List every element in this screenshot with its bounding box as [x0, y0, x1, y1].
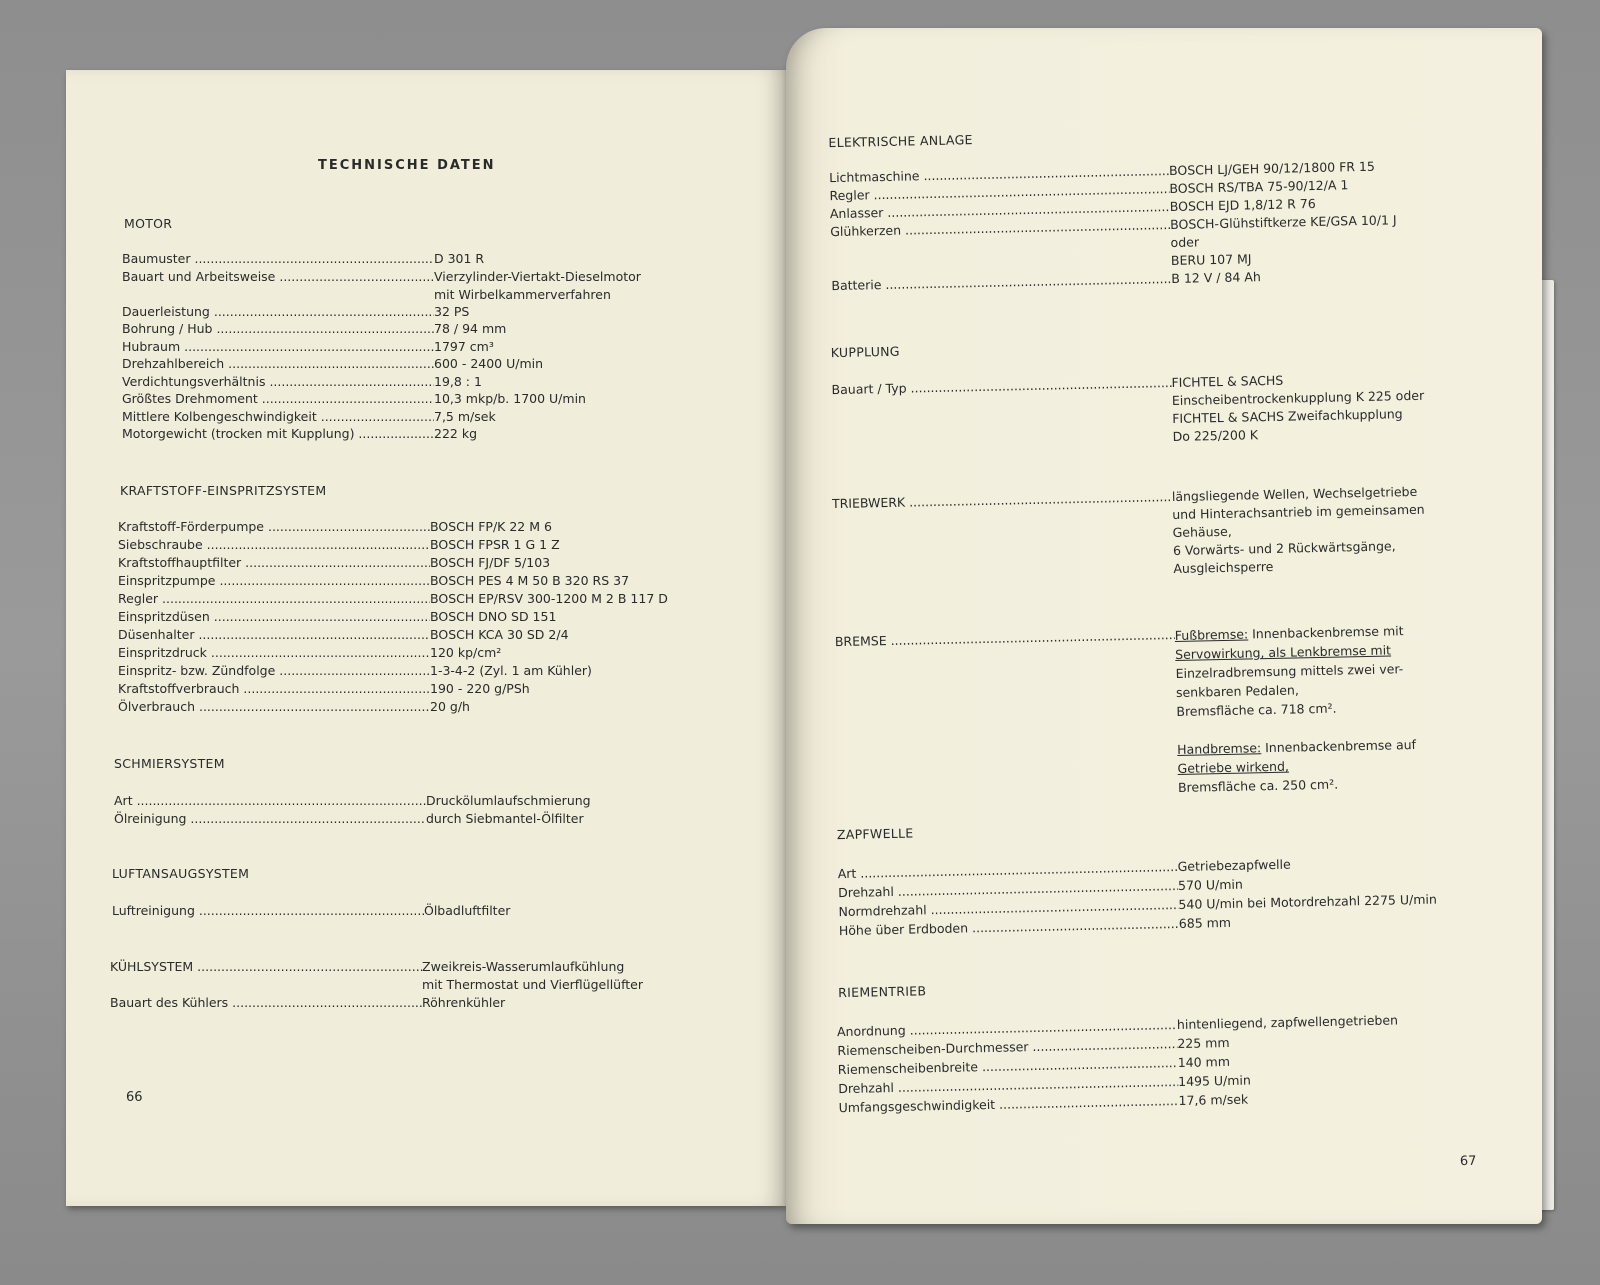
fussbremse-line: Einzelradbremsung mittels zwei ver- [1175, 661, 1404, 681]
handbremse-text: Innenbackenbremse auf [1261, 736, 1417, 756]
elektrik-label: Lichtmaschine ..... [829, 162, 1169, 187]
triebwerk-value-line: Ausgleichsperre [1173, 558, 1274, 577]
kraftstoff-value-line: BOSCH FJ/DF 5/103 [430, 555, 551, 570]
riemen-label: Riemenscheiben-Durchmesser ..... [837, 1035, 1177, 1060]
motor-value-line: 1797 cm³ [434, 338, 494, 354]
zapfwelle-value-line: Getriebezapfwelle [1177, 856, 1291, 874]
motor-row [122, 320, 506, 338]
zapfwelle-value-line: 685 mm [1178, 914, 1232, 931]
kuehl-value-line: mit Thermostat und Vierflügellüfter [422, 977, 643, 992]
kraftstoff-value [430, 554, 550, 572]
riemen-label: Drehzahl ..... [838, 1073, 1178, 1098]
motor-row [122, 425, 477, 443]
riemen-value [1177, 1011, 1398, 1034]
kraftstoff-label: Einspritzdruck ..... [118, 644, 430, 662]
kraftstoff-label: Einspritz- bzw. Zündfolge ..... [118, 662, 430, 680]
kupplung-row [831, 369, 1425, 453]
luft-label: Luftreinigung ..... [112, 902, 424, 920]
riemen-value [1178, 1053, 1231, 1072]
page-number-right: 67 [1459, 1153, 1477, 1170]
motor-row [122, 373, 482, 391]
kupplung-label: Bauart / Typ ..... [831, 374, 1172, 453]
motor-value [434, 355, 543, 373]
motor-value [434, 250, 484, 268]
motor-value [434, 408, 496, 426]
motor-label: Motorgewicht (trocken mit Kupplung) ..... [122, 425, 434, 443]
elektrik-value-line: BOSCH EJD 1,8/12 R 76 [1169, 195, 1316, 214]
section-heading-riemen: RIEMENTRIEB [838, 983, 927, 1001]
fussbremse-line: senkbaren Pedalen, [1175, 682, 1299, 700]
riemen-value-line: 1495 U/min [1177, 1072, 1252, 1090]
kraftstoff-value [430, 662, 592, 680]
elektrik-value-line: BOSCH RS/TBA 75-90/12/A 1 [1169, 177, 1349, 197]
luft-value [424, 902, 510, 920]
kraftstoff-row [118, 590, 668, 608]
schmier-value-line: Druckölumlaufschmierung [426, 793, 591, 808]
motor-label: Bohrung / Hub ..... [122, 320, 434, 338]
schmier-label: Ölreinigung ..... [114, 810, 426, 828]
kuehl-value [422, 958, 643, 994]
triebwerk-value-line: und Hinterachsantrieb im gemeinsamen [1172, 501, 1425, 523]
motor-value-line: 19,8 : 1 [434, 373, 482, 389]
section-heading-motor: MOTOR [124, 216, 173, 231]
motor-value-line: 32 PS [434, 303, 470, 319]
kraftstoff-row [118, 644, 501, 662]
left-page-content [66, 70, 786, 1206]
page-number-left: 66 [126, 1090, 143, 1105]
triebwerk-value-line: 6 Vorwärts- und 2 Rückwärtsgänge, [1172, 538, 1396, 559]
kupplung-value-line: Do 225/200 K [1172, 427, 1259, 444]
motor-value-line: D 301 R [434, 251, 485, 266]
riemen-value-line: 17,6 m/sek [1178, 1091, 1249, 1109]
motor-label: Hubraum ..... [122, 338, 434, 356]
kraftstoff-value-line: 190 - 220 g/PSh [430, 681, 530, 696]
zapfwelle-value-line: 540 U/min bei Motordrehzahl 2275 U/min [1178, 891, 1437, 912]
motor-value [434, 338, 494, 356]
motor-label: Mittlere Kolbengeschwindigkeit ..... [122, 408, 434, 426]
luft-value-line: Ölbadluftfilter [424, 903, 511, 918]
kuehl-value-line: Zweikreis-Wasserumlaufkühlung [422, 959, 625, 974]
kraftstoff-value [430, 680, 530, 698]
kraftstoff-row [118, 554, 550, 572]
riemen-label: Anordnung ..... [837, 1016, 1177, 1041]
triebwerk-value-line: Gehäuse, [1172, 523, 1232, 541]
motor-value [434, 303, 469, 321]
motor-row [122, 408, 496, 426]
elektrik-value [1171, 268, 1261, 288]
handbremse-label: Handbremse: [1177, 740, 1262, 757]
kraftstoff-value-line: 120 kp/cm² [430, 645, 502, 660]
motor-label: Dauerleistung ..... [122, 303, 434, 321]
motor-value [434, 390, 586, 408]
zapfwelle-value [1178, 876, 1243, 895]
kraftstoff-label: Einspritzpumpe ..... [118, 572, 430, 590]
riemen-value [1177, 1034, 1230, 1053]
elektrik-label: Regler ..... [829, 180, 1169, 205]
kraftstoff-value [430, 536, 560, 554]
kraftstoff-label: Siebschraube ..... [118, 536, 430, 554]
handbremse-line: Bremsfläche ca. 250 cm². [1177, 776, 1339, 795]
motor-row [122, 250, 484, 268]
elektrik-value-line: BOSCH-Glühstiftkerze KE/GSA 10/1 J [1170, 212, 1397, 232]
kraftstoff-value-line: BOSCH DNO SD 151 [430, 609, 557, 624]
motor-label: Bauart und Arbeitsweise ..... [122, 268, 434, 304]
schmier-row [114, 810, 584, 828]
kupplung-value [1171, 369, 1425, 446]
motor-row [122, 355, 543, 373]
motor-value [434, 268, 641, 304]
kraftstoff-value [430, 590, 668, 608]
kraftstoff-row [118, 662, 592, 680]
motor-label: Baumuster ..... [122, 250, 434, 268]
section-heading-kupplung: KUPPLUNG [830, 343, 900, 361]
motor-value-line: 7,5 m/sek [434, 408, 496, 424]
kraftstoff-label: Kraftstoffhauptfilter ..... [118, 554, 430, 572]
page-title: TECHNISCHE DATEN [318, 158, 496, 173]
riemen-label: Umfangsgeschwindigkeit ..... [838, 1092, 1178, 1117]
motor-value-line: Vierzylinder-Viertakt-Dieselmotor [434, 268, 641, 284]
kupplung-value-line: FICHTEL & SACHS Zweifachkupplung [1172, 406, 1403, 426]
fussbremse-line: Bremsfläche ca. 718 cm². [1176, 700, 1337, 719]
elektrik-row [830, 211, 1397, 277]
zapfwelle-value [1179, 914, 1232, 933]
riemen-value-line: 225 mm [1177, 1034, 1230, 1052]
kupplung-value-line: FICHTEL & SACHS [1171, 372, 1284, 391]
riemen-value-line: 140 mm [1177, 1053, 1231, 1071]
kraftstoff-value-line: BOSCH FPSR 1 G 1 Z [430, 537, 560, 552]
section-heading-elektrik: ELEKTRISCHE ANLAGE [828, 132, 973, 151]
kuehl-value-line: Röhrenkühler [422, 995, 506, 1010]
kraftstoff-value [430, 572, 629, 590]
zapfwelle-value [1177, 856, 1290, 876]
kuehl-row [110, 994, 505, 1012]
kuehl-value [422, 994, 505, 1012]
motor-label: Größtes Drehmoment ..... [122, 390, 434, 408]
elektrik-value [1170, 211, 1398, 270]
kraftstoff-label: Kraftstoffverbrauch ..... [118, 680, 430, 698]
kraftstoff-row [118, 608, 556, 626]
riemen-label: Riemenscheibenbreite ..... [838, 1054, 1178, 1079]
motor-value-line: 78 / 94 mm [434, 321, 507, 336]
kraftstoff-value [430, 626, 569, 644]
bremse-row [835, 621, 1417, 804]
kraftstoff-label: Ölverbrauch ..... [118, 698, 430, 716]
kraftstoff-value-line: 1-3-4-2 (Zyl. 1 am Kühler) [430, 663, 592, 678]
fussbremse-text: Innenbackenbremse mit [1248, 623, 1404, 642]
elektrik-label: Glühkerzen ..... [830, 216, 1171, 277]
zapfwelle-label: Höhe über Erdboden ..... [839, 915, 1179, 940]
elektrik-value-line: BOSCH LJ/GEH 90/12/1800 FR 15 [1168, 158, 1376, 179]
kraftstoff-value-line: BOSCH EP/RSV 300-1200 M 2 B 117 D [430, 591, 668, 606]
triebwerk-row [832, 483, 1426, 585]
zapfwelle-label: Normdrehzahl ..... [838, 896, 1178, 921]
section-heading-zapfwelle: ZAPFWELLE [836, 825, 914, 843]
motor-label: Verdichtungsverhältnis ..... [122, 373, 434, 391]
section-heading-kraftstoff: KRAFTSTOFF-EINSPRITZSYSTEM [120, 483, 327, 498]
kraftstoff-value [430, 644, 501, 662]
fussbremse-label: Fußbremse: [1174, 626, 1249, 643]
handbremse-line: Getriebe wirkend, [1177, 758, 1290, 776]
kraftstoff-value-line: BOSCH PES 4 M 50 B 320 RS 37 [430, 573, 630, 588]
kraftstoff-value-line: 20 g/h [430, 699, 470, 714]
elektrik-value-line: BERU 107 MJ [1170, 251, 1252, 268]
kraftstoff-row [118, 680, 530, 698]
bremse-value [1175, 621, 1417, 797]
kraftstoff-row [118, 572, 629, 590]
schmier-value [426, 792, 591, 810]
motor-value-line: 222 kg [434, 426, 478, 441]
motor-value-line: 10,3 mkp/b. 1700 U/min [434, 391, 586, 406]
riemen-value [1178, 1071, 1251, 1091]
right-page-content [786, 12, 1567, 1224]
bremse-label: BREMSE ..... [835, 626, 1179, 804]
motor-row [122, 303, 469, 321]
motor-value-line: 600 - 2400 U/min [434, 356, 544, 371]
elektrik-value-line: oder [1170, 234, 1200, 250]
kraftstoff-label: Kraftstoff-Förderpumpe ..... [118, 518, 430, 536]
motor-label: Drehzahlbereich ..... [122, 355, 434, 373]
triebwerk-value-line: längsliegende Wellen, Wechselgetriebe [1171, 483, 1418, 505]
kraftstoff-value-line: BOSCH KCA 30 SD 2/4 [430, 627, 569, 642]
triebwerk-value [1172, 483, 1426, 578]
schmier-value [426, 810, 584, 828]
motor-row [122, 338, 494, 356]
kuehl-label: Bauart des Kühlers ..... [110, 994, 422, 1012]
motor-value [434, 373, 482, 391]
motor-value [434, 425, 477, 443]
schmier-value-line: durch Siebmantel-Ölfilter [426, 811, 584, 826]
motor-value [434, 320, 506, 338]
elektrik-label: Anlasser ..... [830, 198, 1170, 223]
kraftstoff-label: Düsenhalter ..... [118, 626, 430, 644]
kuehl-row [110, 958, 643, 994]
kraftstoff-value [430, 608, 556, 626]
riemen-value-line: hintenliegend, zapfwellengetrieben [1176, 1012, 1399, 1033]
kraftstoff-value [430, 518, 552, 536]
kraftstoff-value [430, 698, 470, 716]
kraftstoff-row [118, 626, 569, 644]
motor-row [122, 268, 641, 304]
kraftstoff-row [118, 536, 560, 554]
kupplung-value-line: Einscheibentrockenkupplung K 225 oder [1171, 387, 1425, 408]
section-heading-schmier: SCHMIERSYSTEM [114, 756, 225, 771]
luft-row [112, 902, 510, 920]
schmier-row [114, 792, 591, 810]
zapfwelle-label: Art ..... [838, 858, 1178, 883]
kraftstoff-row [118, 698, 470, 716]
riemen-value [1178, 1091, 1248, 1110]
elektrik-value [1169, 176, 1348, 198]
kraftstoff-value-line: BOSCH FP/K 22 M 6 [430, 519, 552, 534]
right-page [786, 28, 1542, 1224]
kraftstoff-label: Einspritzdüsen ..... [118, 608, 430, 626]
fussbremse-line: Servowirkung, als Lenkbremse mit [1175, 642, 1392, 662]
kraftstoff-label: Regler ..... [118, 590, 430, 608]
elektrik-label: Batterie ..... [831, 270, 1171, 295]
zapfwelle-value-line: 570 U/min [1177, 876, 1243, 893]
motor-value-line: mit Wirbelkammerverfahren [434, 286, 611, 302]
motor-row [122, 390, 586, 408]
schmier-label: Art ..... [114, 792, 426, 810]
section-heading-luft: LUFTANSAUGSYSTEM [112, 866, 250, 881]
kuehl-label: KÜHLSYSTEM ..... [110, 958, 422, 994]
kraftstoff-row [118, 518, 552, 536]
elektrik-value-line: B 12 V / 84 Ah [1171, 269, 1261, 286]
left-page [66, 70, 786, 1206]
zapfwelle-label: Drehzahl ..... [838, 877, 1178, 902]
triebwerk-label: TRIEBWERK ..... [832, 488, 1174, 585]
